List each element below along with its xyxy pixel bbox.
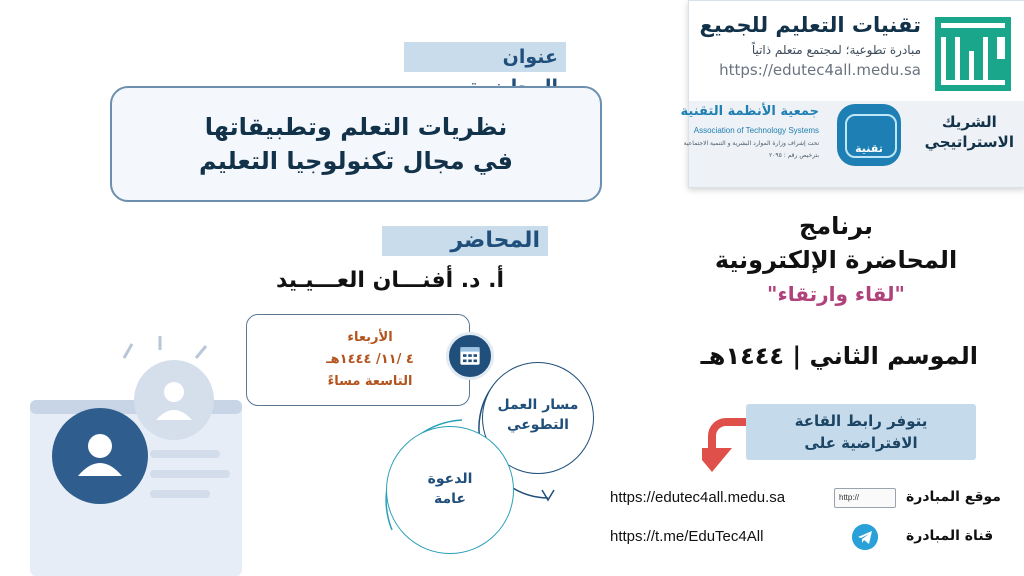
curved-arrow-down-icon [702, 414, 748, 476]
lecture-title-line1: نظريات التعلم وتطبيقاتها [204, 113, 508, 141]
lecture-title-box [110, 86, 602, 202]
brand-url[interactable]: https://edutec4all.medu.sa [719, 61, 921, 79]
lecture-title-tag: عنوان [404, 42, 566, 72]
program-block [686, 212, 986, 306]
channel-label: قناة المبادرة [906, 528, 994, 544]
association-license-note: بترخيص رقم : ٢٠٩٥ [768, 152, 819, 159]
public-invite-circle: الدعوة عامة [386, 426, 514, 554]
season-label: الموسم الثاني | ١٤٤٤هـ [700, 342, 978, 370]
site-label: موقع المبادرة [906, 489, 1001, 505]
program-name: المحاضرة الإلكترونية [714, 246, 958, 274]
browser-icon: http:// [834, 488, 896, 508]
association-name-ar: جمعية الأنظمة التقنية [680, 104, 819, 119]
association-logo: تقنية [837, 104, 901, 166]
partner-label: الشريك الاستراتيجي [924, 113, 1014, 151]
program-slogan: "لقاء وارتقاء" [767, 282, 905, 306]
program-label: برنامج [798, 212, 874, 240]
brand-tagline: مبادرة تطوعية؛ لمجتمع متعلم ذاتياً [751, 43, 921, 57]
link-notice: يتوفر رابط القاعة الافتراضية على [746, 404, 976, 460]
presenter-tag: المحاضر [382, 226, 548, 256]
schedule-time: التاسعة مساءً [327, 374, 413, 389]
telegram-icon [852, 524, 878, 550]
site-link[interactable]: https://edutec4all.medu.sa [610, 489, 786, 506]
schedule-date: ٤ /١١/ ١٤٤٤هـ [326, 352, 414, 367]
volunteer-track-circle: مسار العمل التطوعي [482, 362, 594, 474]
presenter-name: أ. د. أفنـــان العـــيـيد [275, 268, 504, 293]
brand-logo [935, 17, 1011, 91]
schedule-day: الأربعاء [347, 330, 393, 345]
channel-link[interactable]: https://t.me/EduTec4All [610, 528, 764, 545]
brand-title: تقنيات التعليم للجميع [699, 13, 921, 37]
lecture-title-line2: في مجال تكنولوجيا التعليم [198, 147, 514, 175]
association-supervision-note: تحت إشراف وزارة الموارد البشرية و التنمية الاجتماعية [683, 140, 819, 147]
association-name-en: Association of Technology Systems [693, 126, 819, 135]
online-meeting-illustration [0, 330, 270, 576]
